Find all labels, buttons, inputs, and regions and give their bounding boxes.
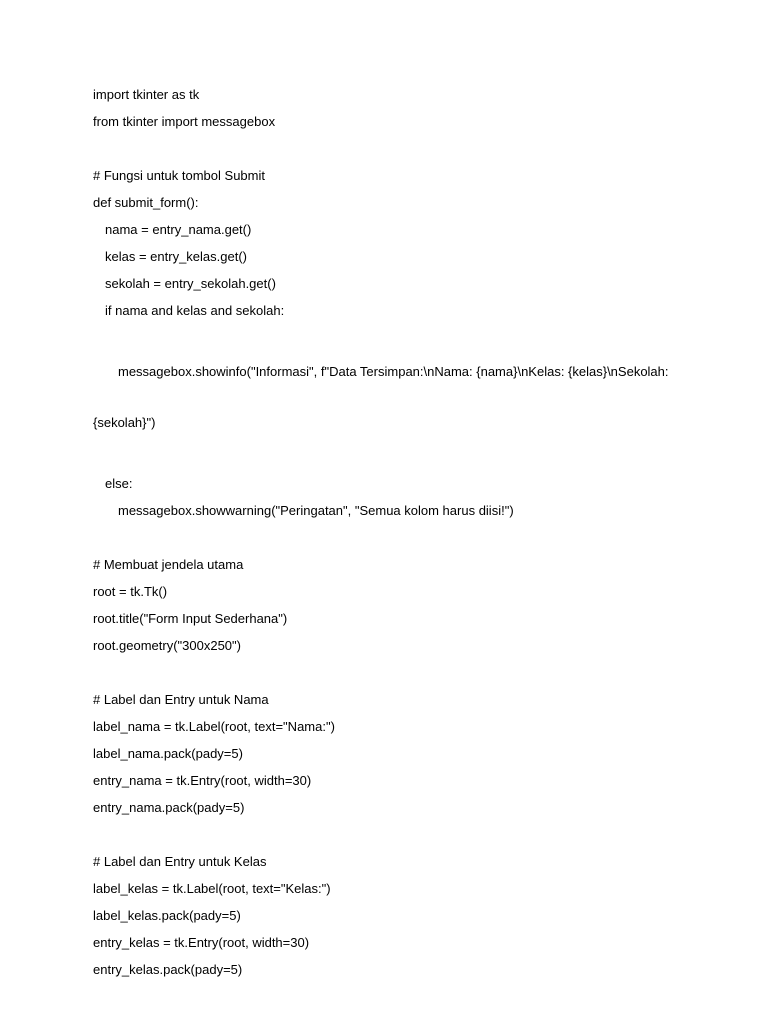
code-line: def submit_form():	[93, 195, 199, 210]
code-line: entry_kelas.pack(pady=5)	[93, 962, 243, 977]
code-line: label_kelas = tk.Label(root, text="Kelas:")	[93, 881, 331, 896]
code-line-continuation: {sekolah}")	[93, 415, 156, 430]
code-line: entry_nama.pack(pady=5)	[93, 800, 245, 815]
document-body	[93, 86, 683, 988]
code-line: label_nama = tk.Label(root, text="Nama:")	[93, 719, 335, 734]
code-line: entry_kelas = tk.Entry(root, width=30)	[93, 935, 310, 950]
code-comment: # Label dan Entry untuk Kelas	[93, 854, 267, 869]
blank-line	[93, 529, 683, 556]
code-line: else:	[105, 476, 133, 491]
code-line: import tkinter as tk	[93, 87, 200, 102]
blank-line	[93, 140, 683, 167]
code-line: root.geometry("300x250")	[93, 638, 241, 653]
code-line: sekolah = entry_sekolah.get()	[105, 276, 276, 291]
blank-line	[93, 664, 683, 691]
code-line: label_kelas.pack(pady=5)	[93, 908, 241, 923]
code-line: messagebox.showwarning("Peringatan", "Semua kolom harus diisi!")	[118, 503, 514, 518]
code-line: from tkinter import messagebox	[93, 114, 276, 129]
code-comment: # Fungsi untuk tombol Submit	[93, 168, 265, 183]
code-comment: # Membuat jendela utama	[93, 557, 244, 572]
code-line: nama = entry_nama.get()	[105, 222, 252, 237]
code-line: kelas = entry_kelas.get()	[105, 249, 247, 264]
code-line: if nama and kelas and sekolah:	[105, 303, 285, 318]
code-comment: # Label dan Entry untuk Nama	[93, 692, 269, 707]
blank-line	[93, 826, 683, 853]
code-line: label_nama.pack(pady=5)	[93, 746, 243, 761]
code-line-wrapped	[93, 329, 683, 465]
code-line: root = tk.Tk()	[93, 584, 168, 599]
code-line: root.title("Form Input Sederhana")	[93, 611, 288, 626]
code-line: entry_nama = tk.Entry(root, width=30)	[93, 773, 312, 788]
code-line-part: messagebox.showinfo("Informasi", f"Data Tersimpan:\nNama: {nama}\nKelas: {kelas}\nSekolah:	[118, 364, 669, 379]
